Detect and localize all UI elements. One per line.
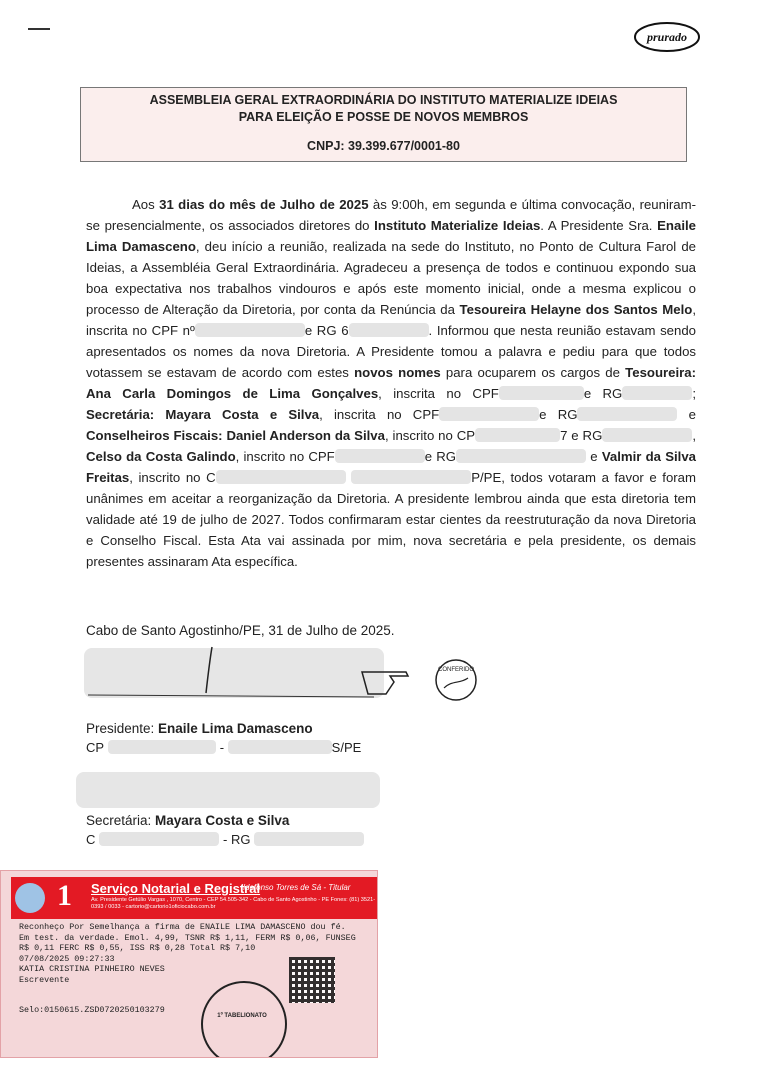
- redacted-field: [195, 323, 305, 337]
- redacted-field: [335, 449, 425, 463]
- document-header: [80, 87, 687, 162]
- office-name: Serviço Notarial e Registral: [91, 881, 261, 896]
- office-number: 1: [57, 879, 72, 912]
- margin-dash: [28, 28, 50, 30]
- president-label: Presidente: Enaile Lima Damasceno: [86, 721, 313, 736]
- round-stamp-text: 1º TABELIONATO: [217, 1013, 267, 1019]
- secretary-signature-redacted: [76, 772, 380, 808]
- redacted-field: [602, 428, 692, 442]
- header-title-line1: ASSEMBLEIA GERAL EXTRAORDINÁRIA DO INSTITUTO MATERIALIZE IDEIAS: [149, 93, 618, 107]
- approval-stamp: [632, 20, 702, 54]
- signature-line: [84, 645, 384, 705]
- redacted-field: [99, 832, 219, 846]
- president-id-line: CP - S/PE: [86, 740, 362, 755]
- minutes-body: [86, 194, 696, 572]
- redacted-field: [254, 832, 364, 846]
- place-date: Cabo de Santo Agostinho/PE, 31 de Julho de 2025.: [86, 623, 395, 638]
- redacted-field: [228, 740, 332, 754]
- office-owner: Ildefonso Torres de Sá - Titular: [241, 883, 351, 892]
- redacted-field: [456, 449, 586, 463]
- conferido-text: CONFERIDO: [438, 667, 474, 673]
- certificate-text: Reconheço Por Semelhança a firma de ENAILE LIMA DAMASCENO dou fé. Em test. da verdade. Emol. 4,99, TSNR R$ 1,11, FERM R$ 0,06, FUNSEG R$ 0,11 FERC R$ 0,55, ISS R$ 0,28 Total R$ 7,10 07/08/2025 09:27:33 KATIA CRISTINA PINHEIRO NEVES Escrevente: [19, 922, 356, 985]
- redacted-field: [351, 470, 471, 484]
- conferido-stamp: [360, 658, 480, 702]
- redacted-field: [577, 407, 677, 421]
- qr-code-icon: [289, 957, 335, 1003]
- notary-certificate: [0, 870, 378, 1058]
- header-cnpj: CNPJ: 39.399.677/0001-80: [307, 139, 460, 153]
- redacted-field: [439, 407, 539, 421]
- redacted-field: [349, 323, 429, 337]
- stamp-text: prurado: [646, 30, 688, 44]
- secretary-label: Secretária: Mayara Costa e Silva: [86, 813, 290, 828]
- redacted-field: [499, 386, 584, 400]
- seal-number: Selo:0150615.ZSD0720250103279: [19, 1005, 165, 1015]
- redacted-field: [622, 386, 692, 400]
- redacted-field: [108, 740, 216, 754]
- notary-round-stamp: [201, 981, 287, 1058]
- office-address: Av. Presidente Getúlio Vargas , 1070, Centro - CEP 54.505-342 - Cabo de Santo Agostinho - PE Fones: (81) 3521-0393 / 0033 - cartorio@cartorio1oficiocabo.com.br: [91, 897, 376, 910]
- redacted-field: [475, 428, 560, 442]
- minutes-paragraph: Aos 31 dias do mês de Julho de 2025 às 9:00h, em segunda e última convocação, reuniram-se presencialmente, os associados diretores do Instituto Materialize Ideias. A Presidente Sra. Enaile Lima Damasceno, deu início a reunião, realizada na sede do Instituto, no Ponto de Cultura Farol de Ideias, a Assembléia Geral Extraordinária. Agradeceu a presença de todos e continuou expondo sua boa expectativa nos trabalhos vindouros e após este momento inicial, onde a mesma explicou o processo de Alteração da Diretoria, por conta da Renúncia da Tesoureira Helayne dos Santos Melo, inscrita no CPF nº e RG 6 . Informou que nesta reunião estavam sendo apresentados os nomes da nova Diretoria. A Presidente tomou a palavra e pediu para que todos votassem se estavam de acordo com estes novos nomes para ocuparem os cargos de Tesoureira: Ana Carla Domingos de Lima Gonçalves, inscrita no CPF e RG ; Secretária: Mayara Costa e Silva, inscrita no CPF e RG e Conselheiros Fiscais: Daniel Anderson da Silva, inscrito no CP 7 e RG , Celso da Costa Galindo, inscrito no CPF e RG e Valmir da Silva Freitas, inscrito no C P/PE, todos votaram a favor e foram unânimes em aceitar a reorganização da Diretoria. A presidente lembrou ainda que esta diretoria tem validade até 19 de julho de 2027. Todos confirmaram estar cientes da reestruturação da nova Diretoria e Conselho Fiscal. Esta Ata vai assinada por mim, nova secretária e pela presidente, os demais presentes assinaram Ata específica.: [86, 197, 697, 569]
- notary-emblem-icon: [15, 883, 45, 913]
- redacted-field: [216, 470, 346, 484]
- secretary-id-line: C - RG: [86, 832, 364, 847]
- header-title-line2: PARA ELEIÇÃO E POSSE DE NOVOS MEMBROS: [238, 110, 529, 124]
